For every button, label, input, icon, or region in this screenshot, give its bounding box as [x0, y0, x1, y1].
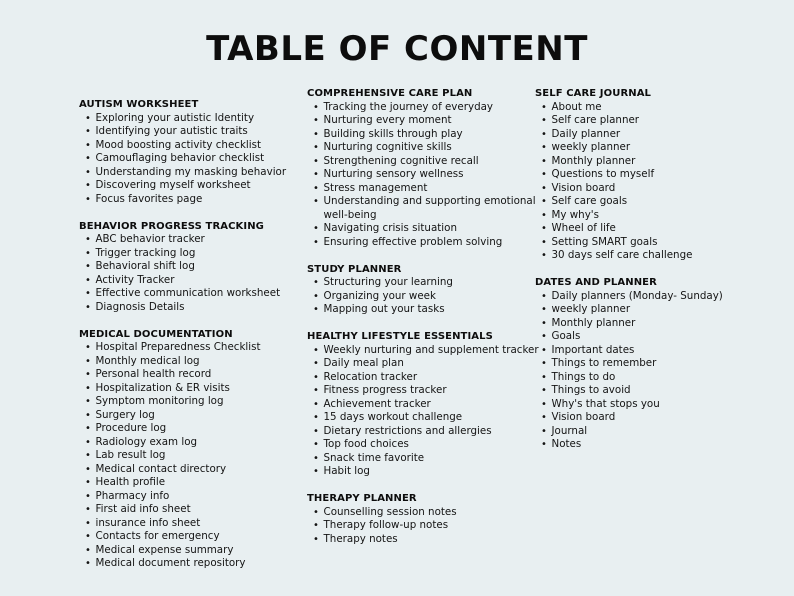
toc-list-item: • Monthly medical log	[79, 355, 319, 369]
toc-list-item: • Self care goals	[535, 195, 775, 209]
toc-list-item: • Radiology exam log	[79, 436, 319, 450]
toc-list-item: • Focus favorites page	[79, 193, 319, 207]
toc-column-2	[307, 87, 547, 560]
section-item-list	[307, 506, 547, 547]
toc-list-item: • Questions to myself	[535, 168, 775, 182]
toc-list-item: • Hospitalization & ER visits	[79, 382, 319, 396]
toc-list-item: • My why's	[535, 209, 775, 223]
section-item-list	[307, 276, 547, 317]
toc-list-item: • Understanding and supporting emotional well-being	[307, 195, 547, 222]
toc-list-item: • Counselling session notes	[307, 506, 547, 520]
toc-list-item: • insurance info sheet	[79, 517, 319, 531]
toc-list-item: • Effective communication worksheet	[79, 287, 319, 301]
toc-list-item: • Mood boosting activity checklist	[79, 139, 319, 153]
toc-list-item: • Lab result log	[79, 449, 319, 463]
section-item-list	[307, 344, 547, 479]
toc-list-item: • Medical contact directory	[79, 463, 319, 477]
toc-list-item: • Medical document repository	[79, 557, 319, 571]
toc-list-item: • Diagnosis Details	[79, 301, 319, 315]
toc-list-item: • Structuring your learning	[307, 276, 547, 290]
toc-list-item: • Procedure log	[79, 422, 319, 436]
toc-list-item: • weekly planner	[535, 303, 775, 317]
page-title: TABLE OF CONTENT	[206, 29, 588, 69]
toc-list-item: • Journal	[535, 425, 775, 439]
section-heading: MEDICAL DOCUMENTATION	[79, 328, 233, 340]
section-heading: COMPREHENSIVE CARE PLAN	[307, 88, 473, 99]
toc-list-item: • Weekly nurturing and supplement tracker	[307, 344, 547, 358]
toc-list-item: • Achievement tracker	[307, 398, 547, 412]
section-item-list	[79, 341, 319, 571]
toc-list-item: • First aid info sheet	[79, 503, 319, 517]
toc-list-item: • weekly planner	[535, 141, 775, 155]
toc-list-item: • Nurturing cognitive skills	[307, 141, 547, 155]
toc-list-item: • Understanding my masking behavior	[79, 166, 319, 180]
section-heading: BEHAVIOR PROGRESS TRACKING	[79, 220, 264, 232]
toc-list-item: • 30 days self care challenge	[535, 249, 775, 263]
toc-list-item: • Things to avoid	[535, 384, 775, 398]
toc-list-item: • Trigger tracking log	[79, 247, 319, 261]
toc-list-item: • Activity Tracker	[79, 274, 319, 288]
toc-list-item: • Tracking the journey of everyday	[307, 101, 547, 115]
toc-section-therapy-planner	[307, 492, 547, 546]
toc-list-item: • Notes	[535, 438, 775, 452]
toc-list-item: • Dietary restrictions and allergies	[307, 425, 547, 439]
toc-section-autism-worksheet	[79, 98, 319, 206]
toc-list-item: • Hospital Preparedness Checklist	[79, 341, 319, 355]
toc-section-medical-documentation	[79, 328, 319, 571]
toc-list-item: • Setting SMART goals	[535, 236, 775, 250]
toc-list-item: • Mapping out your tasks	[307, 303, 547, 317]
toc-list-item: • Medical expense summary	[79, 544, 319, 558]
toc-list-item: • Navigating crisis situation	[307, 222, 547, 236]
toc-list-item: • Behavioral shift log	[79, 260, 319, 274]
section-heading: DATES AND PLANNER	[535, 277, 657, 288]
toc-list-item: • Pharmacy info	[79, 490, 319, 504]
toc-section-self-care-journal	[535, 87, 775, 263]
toc-list-item: • Symptom monitoring log	[79, 395, 319, 409]
toc-list-item: • Camouflaging behavior checklist	[79, 152, 319, 166]
section-heading: SELF CARE JOURNAL	[535, 88, 652, 99]
toc-list-item: • Top food choices	[307, 438, 547, 452]
toc-list-item: • Stress management	[307, 182, 547, 196]
toc-list-item: • Health profile	[79, 476, 319, 490]
toc-list-item: • Vision board	[535, 411, 775, 425]
toc-list-item: • Things to remember	[535, 357, 775, 371]
section-heading: HEALTHY LIFESTYLE ESSENTIALS	[307, 331, 493, 342]
toc-list-item: • Nurturing every moment	[307, 114, 547, 128]
toc-list-item: • 15 days workout challenge	[307, 411, 547, 425]
toc-list-item: • Contacts for emergency	[79, 530, 319, 544]
section-item-list	[535, 290, 775, 452]
toc-section-comprehensive-care-plan	[307, 87, 547, 249]
section-item-list	[535, 101, 775, 263]
toc-list-item: • Wheel of life	[535, 222, 775, 236]
toc-list-item: • Monthly planner	[535, 317, 775, 331]
toc-section-healthy-lifestyle-essentials	[307, 330, 547, 479]
toc-list-item: • Strengthening cognitive recall	[307, 155, 547, 169]
toc-list-item: • Important dates	[535, 344, 775, 358]
toc-list-item: • Surgery log	[79, 409, 319, 423]
toc-section-study-planner	[307, 263, 547, 317]
toc-column-1	[79, 98, 319, 584]
section-heading: STUDY PLANNER	[307, 263, 402, 275]
toc-list-item: • Organizing your week	[307, 290, 547, 304]
toc-list-item: • Therapy follow-up notes	[307, 519, 547, 533]
toc-list-item: • Self care planner	[535, 114, 775, 128]
toc-list-item: • Nurturing sensory wellness	[307, 168, 547, 182]
toc-list-item: • About me	[535, 101, 775, 115]
toc-list-item: • Identifying your autistic traits	[79, 125, 319, 139]
toc-section-behavior-progress-tracking	[79, 220, 319, 315]
toc-list-item: • Things to do	[535, 371, 775, 385]
toc-list-item: • Building skills through play	[307, 128, 547, 142]
toc-list-item: • Habit log	[307, 465, 547, 479]
toc-list-item: • Ensuring effective problem solving	[307, 236, 547, 250]
section-item-list	[79, 233, 319, 314]
toc-list-item: • Goals	[535, 330, 775, 344]
toc-list-item: • Vision board	[535, 182, 775, 196]
toc-list-item: • Daily planners (Monday- Sunday)	[535, 290, 775, 304]
toc-list-item: • Fitness progress tracker	[307, 384, 547, 398]
toc-list-item: • Therapy notes	[307, 533, 547, 547]
toc-list-item: • Daily meal plan	[307, 357, 547, 371]
toc-list-item: • Snack time favorite	[307, 452, 547, 466]
toc-list-item: • Discovering myself worksheet	[79, 179, 319, 193]
toc-column-3	[535, 87, 775, 465]
toc-list-item: • Relocation tracker	[307, 371, 547, 385]
toc-list-item: • ABC behavior tracker	[79, 233, 319, 247]
section-heading: AUTISM WORKSHEET	[79, 99, 199, 110]
toc-list-item: • Monthly planner	[535, 155, 775, 169]
toc-list-item: • Exploring your autistic Identity	[79, 112, 319, 126]
section-item-list	[307, 101, 547, 250]
section-item-list	[79, 112, 319, 207]
toc-list-item: • Why's that stops you	[535, 398, 775, 412]
toc-list-item: • Personal health record	[79, 368, 319, 382]
section-heading: THERAPY PLANNER	[307, 493, 417, 504]
toc-list-item: • Daily planner	[535, 128, 775, 142]
toc-section-dates-and-planner	[535, 276, 775, 452]
